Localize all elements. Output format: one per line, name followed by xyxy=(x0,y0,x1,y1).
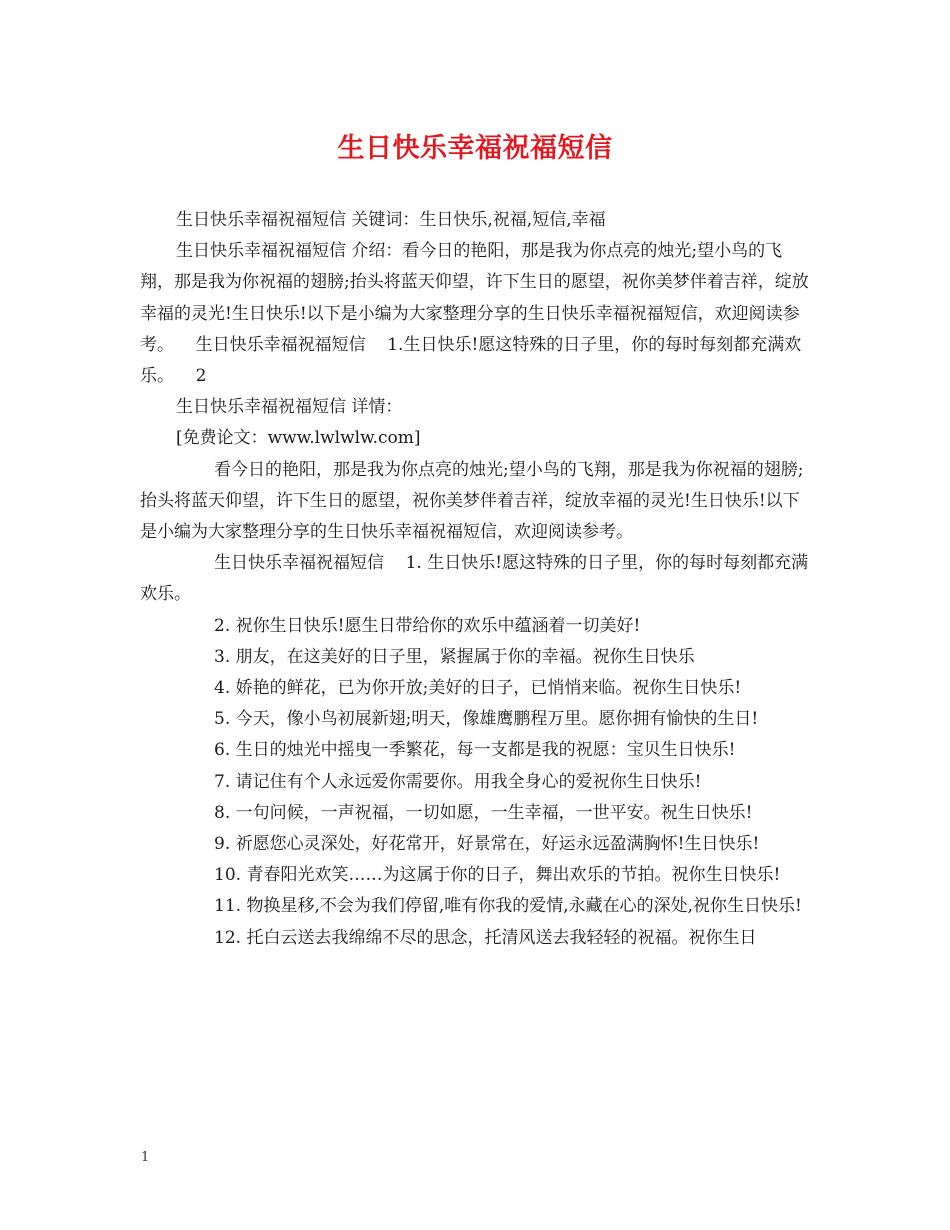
paragraph: 4. 娇艳的鲜花，已为你开放;美好的日子，已悄悄来临。祝你生日快乐! xyxy=(214,678,742,699)
paragraph: 生日快乐幸福祝福短信 1. 生日快乐!愿这特殊的日子里，你的每时每刻都充满欢乐。 xyxy=(140,553,809,605)
paragraph: [免费论文：www.lwlwlw.com] xyxy=(176,428,421,449)
paragraph: 生日快乐幸福祝福短信 详情： xyxy=(176,397,403,418)
paragraph: 看今日的艳阳，那是我为你点亮的烛光;望小鸟的飞翔，那是我为你祝福的翅膀;抬头将蓝天仰望，许下生日的愿望，祝你美梦伴着吉祥，绽放幸福的灵光!生日快乐!以下是小编为大家整理分享的生日快乐幸福祝福短信，欢迎阅读参考。 xyxy=(140,459,804,543)
paragraph: 6. 生日的烛光中摇曳一季繁花，每一支都是我的祝愿：宝贝生日快乐! xyxy=(214,740,736,761)
paragraph: 生日快乐幸福祝福短信 介绍：看今日的艳阳，那是我为你点亮的烛光;望小鸟的飞翔，那是我为你祝福的翅膀;抬头将蓝天仰望，许下生日的愿望，祝你美梦伴着吉祥，绽放幸福的灵光!生日快乐!以下是小编为大家整理分享的生日快乐幸福祝福短信，欢迎阅读参考。 生日快乐幸福祝福短信 1.生日快乐!愿这特殊的日子里，你的每时每刻都充满欢乐。 2 xyxy=(140,241,809,387)
paragraph: 8. 一句问候，一声祝福，一切如愿，一生幸福，一世平安。祝生日快乐! xyxy=(214,802,753,823)
page-number: 1 xyxy=(141,1150,150,1165)
paragraph: 5. 今天，像小鸟初展新翅;明天，像雄鹰鹏程万里。愿你拥有愉快的生日! xyxy=(214,709,759,730)
paragraph: 9. 祈愿您心灵深处，好花常开，好景常在，好运永远盈满胸怀!生日快乐! xyxy=(214,834,760,855)
paragraph: 10. 青春阳光欢笑……为这属于你的日子，舞出欢乐的节拍。祝你生日快乐! xyxy=(214,865,781,886)
document-body xyxy=(140,205,816,954)
paragraph: 12. 托白云送去我绵绵不尽的思念，托清风送去我轻轻的祝福。祝你生日 xyxy=(214,927,757,948)
paragraph: 3. 朋友，在这美好的日子里，紧握属于你的幸福。祝你生日快乐 xyxy=(214,646,695,667)
paragraph: 生日快乐幸福祝福短信 关键词：生日快乐,祝福,短信,幸福 xyxy=(176,210,606,230)
paragraph: 2. 祝你生日快乐!愿生日带给你的欢乐中蕴涵着一切美好! xyxy=(214,615,641,636)
paragraph: 11. 物换星移,不会为我们停留,唯有你我的爱情,永藏在心的深处,祝你生日快乐! xyxy=(214,896,802,917)
paragraph: 7. 请记住有个人永远爱你需要你。用我全身心的爱祝你生日快乐! xyxy=(214,771,702,792)
document-title: 生日快乐幸福祝福短信 xyxy=(337,133,613,164)
